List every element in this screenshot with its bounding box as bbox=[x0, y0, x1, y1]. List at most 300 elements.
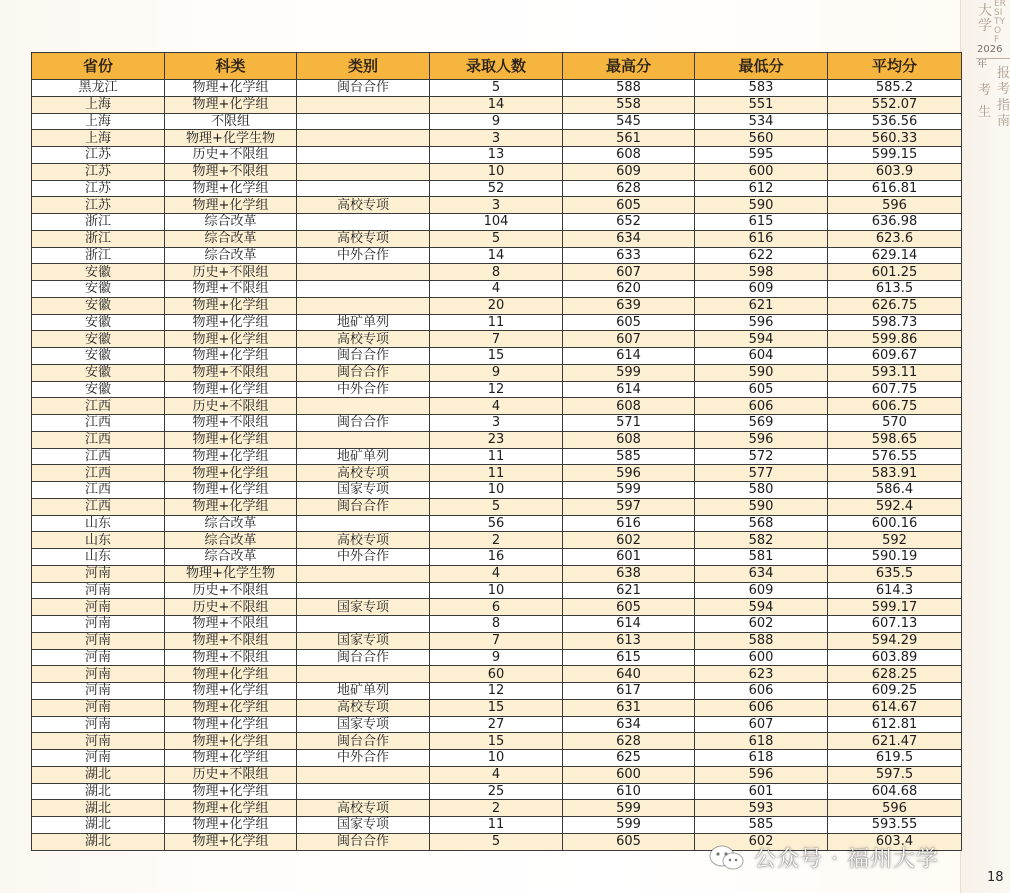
cell-max-score: 610 bbox=[563, 783, 695, 800]
cell-min-score: 609 bbox=[695, 582, 828, 599]
cell-province: 江西 bbox=[32, 431, 165, 448]
cell-subject: 历史+不限组 bbox=[165, 264, 297, 281]
cell-min-score: 622 bbox=[695, 247, 828, 264]
cell-min-score: 588 bbox=[695, 632, 828, 649]
side-right-column: 报考指南 bbox=[997, 66, 1010, 129]
cell-admitted-count: 4 bbox=[430, 398, 563, 415]
cell-category bbox=[297, 147, 430, 164]
cell-min-score: 568 bbox=[695, 515, 828, 532]
table-row bbox=[32, 599, 962, 616]
cell-category: 中外合作 bbox=[297, 247, 430, 264]
cell-category bbox=[297, 130, 430, 147]
cell-avg-score: 592.4 bbox=[828, 498, 962, 515]
cell-avg-score: 552.07 bbox=[828, 96, 962, 113]
table-row bbox=[32, 297, 962, 314]
cell-min-score: 534 bbox=[695, 113, 828, 130]
cell-category bbox=[297, 297, 430, 314]
cell-category: 中外合作 bbox=[297, 750, 430, 767]
table-row bbox=[32, 314, 962, 331]
table-row bbox=[32, 699, 962, 716]
table-row bbox=[32, 113, 962, 130]
cell-category: 闽台合作 bbox=[297, 415, 430, 432]
header-admitted-count: 录取人数 bbox=[430, 53, 563, 80]
cell-province: 河南 bbox=[32, 582, 165, 599]
cell-province: 江苏 bbox=[32, 163, 165, 180]
cell-category: 闽台合作 bbox=[297, 498, 430, 515]
cell-admitted-count: 5 bbox=[430, 498, 563, 515]
wechat-icon bbox=[708, 844, 746, 872]
table-row bbox=[32, 532, 962, 549]
cell-max-score: 617 bbox=[563, 683, 695, 700]
cell-admitted-count: 15 bbox=[430, 733, 563, 750]
cell-avg-score: 628.25 bbox=[828, 666, 962, 683]
cell-admitted-count: 10 bbox=[430, 482, 563, 499]
cell-admitted-count: 56 bbox=[430, 515, 563, 532]
cell-min-score: 596 bbox=[695, 314, 828, 331]
cell-avg-score: 599.17 bbox=[828, 599, 962, 616]
cell-subject: 物理+化学组 bbox=[165, 381, 297, 398]
cell-category: 高校专项 bbox=[297, 699, 430, 716]
cell-subject: 物理+化学组 bbox=[165, 733, 297, 750]
cell-max-score: 599 bbox=[563, 364, 695, 381]
cell-max-score: 640 bbox=[563, 666, 695, 683]
cell-min-score: 590 bbox=[695, 498, 828, 515]
cell-avg-score: 621.47 bbox=[828, 733, 962, 750]
side-left-column: 考生 bbox=[978, 83, 992, 120]
cell-category bbox=[297, 264, 430, 281]
cell-max-score: 600 bbox=[563, 766, 695, 783]
cell-subject: 物理+化学组 bbox=[165, 482, 297, 499]
cell-subject: 物理+化学组 bbox=[165, 314, 297, 331]
cell-category bbox=[297, 96, 430, 113]
cell-province: 河南 bbox=[32, 733, 165, 750]
cell-province: 湖北 bbox=[32, 833, 165, 850]
cell-category: 高校专项 bbox=[297, 800, 430, 817]
cell-category bbox=[297, 163, 430, 180]
cell-min-score: 594 bbox=[695, 331, 828, 348]
admission-score-table bbox=[31, 52, 962, 851]
table-body bbox=[32, 80, 962, 851]
cell-category bbox=[297, 281, 430, 298]
cell-subject: 物理+化学组 bbox=[165, 96, 297, 113]
cell-min-score: 618 bbox=[695, 750, 828, 767]
cell-province: 浙江 bbox=[32, 214, 165, 231]
cell-subject: 历史+不限组 bbox=[165, 147, 297, 164]
cell-category: 地矿单列 bbox=[297, 314, 430, 331]
table-row bbox=[32, 482, 962, 499]
cell-category bbox=[297, 783, 430, 800]
cell-province: 山东 bbox=[32, 549, 165, 566]
cell-avg-score: 626.75 bbox=[828, 297, 962, 314]
cell-avg-score: 593.55 bbox=[828, 817, 962, 834]
cell-max-score: 585 bbox=[563, 448, 695, 465]
cell-admitted-count: 3 bbox=[430, 197, 563, 214]
cell-avg-score: 613.5 bbox=[828, 281, 962, 298]
cell-max-score: 615 bbox=[563, 649, 695, 666]
cell-avg-score: 598.65 bbox=[828, 431, 962, 448]
cell-avg-score: 606.75 bbox=[828, 398, 962, 415]
cell-admitted-count: 4 bbox=[430, 766, 563, 783]
cell-category: 闽台合作 bbox=[297, 80, 430, 97]
cell-category bbox=[297, 616, 430, 633]
cell-admitted-count: 2 bbox=[430, 532, 563, 549]
cell-avg-score: 560.33 bbox=[828, 130, 962, 147]
cell-min-score: 560 bbox=[695, 130, 828, 147]
cell-admitted-count: 7 bbox=[430, 331, 563, 348]
cell-province: 山东 bbox=[32, 532, 165, 549]
cell-avg-score: 596 bbox=[828, 197, 962, 214]
cell-subject: 物理+化学生物 bbox=[165, 565, 297, 582]
cell-min-score: 596 bbox=[695, 766, 828, 783]
table-row bbox=[32, 331, 962, 348]
cell-min-score: 634 bbox=[695, 565, 828, 582]
cell-subject: 物理+化学组 bbox=[165, 180, 297, 197]
cell-max-score: 605 bbox=[563, 314, 695, 331]
cell-admitted-count: 60 bbox=[430, 666, 563, 683]
table-row bbox=[32, 649, 962, 666]
cell-subject: 物理+不限组 bbox=[165, 649, 297, 666]
cell-province: 江苏 bbox=[32, 197, 165, 214]
cell-admitted-count: 14 bbox=[430, 96, 563, 113]
cell-subject: 物理+化学生物 bbox=[165, 130, 297, 147]
cell-subject: 物理+化学组 bbox=[165, 465, 297, 482]
cell-subject: 物理+不限组 bbox=[165, 281, 297, 298]
cell-min-score: 615 bbox=[695, 214, 828, 231]
cell-avg-score: 594.29 bbox=[828, 632, 962, 649]
cell-subject: 综合改革 bbox=[165, 515, 297, 532]
cell-min-score: 606 bbox=[695, 398, 828, 415]
table-row bbox=[32, 197, 962, 214]
cell-category: 闽台合作 bbox=[297, 364, 430, 381]
cell-avg-score: 636.98 bbox=[828, 214, 962, 231]
cell-province: 湖北 bbox=[32, 817, 165, 834]
table-row bbox=[32, 733, 962, 750]
table-row bbox=[32, 381, 962, 398]
table-row bbox=[32, 264, 962, 281]
cell-subject: 不限组 bbox=[165, 113, 297, 130]
table-row bbox=[32, 666, 962, 683]
table-row bbox=[32, 800, 962, 817]
cell-admitted-count: 8 bbox=[430, 616, 563, 633]
cell-avg-score: 590.19 bbox=[828, 549, 962, 566]
cell-max-score: 631 bbox=[563, 699, 695, 716]
cell-admitted-count: 12 bbox=[430, 683, 563, 700]
table-row bbox=[32, 364, 962, 381]
header-province: 省份 bbox=[32, 53, 165, 80]
cell-admitted-count: 11 bbox=[430, 465, 563, 482]
cell-category: 高校专项 bbox=[297, 230, 430, 247]
cell-min-score: 618 bbox=[695, 733, 828, 750]
cell-min-score: 606 bbox=[695, 699, 828, 716]
cell-admitted-count: 5 bbox=[430, 833, 563, 850]
cell-subject: 综合改革 bbox=[165, 549, 297, 566]
cell-avg-score: 598.73 bbox=[828, 314, 962, 331]
cell-avg-score: 616.81 bbox=[828, 180, 962, 197]
cell-min-score: 580 bbox=[695, 482, 828, 499]
cell-category bbox=[297, 113, 430, 130]
cell-admitted-count: 11 bbox=[430, 314, 563, 331]
cell-max-score: 609 bbox=[563, 163, 695, 180]
cell-min-score: 577 bbox=[695, 465, 828, 482]
cell-subject: 物理+化学组 bbox=[165, 498, 297, 515]
cell-max-score: 602 bbox=[563, 532, 695, 549]
table-row bbox=[32, 398, 962, 415]
cell-province: 河南 bbox=[32, 699, 165, 716]
wechat-watermark bbox=[708, 842, 939, 873]
cell-province: 上海 bbox=[32, 130, 165, 147]
cell-subject: 物理+不限组 bbox=[165, 616, 297, 633]
cell-max-score: 613 bbox=[563, 632, 695, 649]
cell-avg-score: 614.3 bbox=[828, 582, 962, 599]
side-school-name: 大学 bbox=[978, 3, 992, 34]
cell-admitted-count: 2 bbox=[430, 800, 563, 817]
cell-admitted-count: 10 bbox=[430, 163, 563, 180]
side-year: 2026年 bbox=[977, 44, 1003, 70]
cell-category: 国家专项 bbox=[297, 716, 430, 733]
table-row bbox=[32, 247, 962, 264]
cell-category: 闽台合作 bbox=[297, 733, 430, 750]
cell-category: 国家专项 bbox=[297, 599, 430, 616]
cell-admitted-count: 23 bbox=[430, 431, 563, 448]
cell-max-score: 625 bbox=[563, 750, 695, 767]
cell-min-score: 590 bbox=[695, 364, 828, 381]
table-row bbox=[32, 147, 962, 164]
cell-province: 上海 bbox=[32, 113, 165, 130]
cell-subject: 物理+化学组 bbox=[165, 750, 297, 767]
cell-min-score: 601 bbox=[695, 783, 828, 800]
cell-category: 闽台合作 bbox=[297, 348, 430, 365]
cell-max-score: 599 bbox=[563, 482, 695, 499]
cell-province: 上海 bbox=[32, 96, 165, 113]
cell-admitted-count: 20 bbox=[430, 297, 563, 314]
cell-max-score: 639 bbox=[563, 297, 695, 314]
table-row bbox=[32, 465, 962, 482]
cell-category bbox=[297, 398, 430, 415]
cell-admitted-count: 10 bbox=[430, 750, 563, 767]
table-row bbox=[32, 348, 962, 365]
cell-category: 中外合作 bbox=[297, 549, 430, 566]
cell-province: 湖北 bbox=[32, 783, 165, 800]
cell-province: 安徽 bbox=[32, 331, 165, 348]
cell-category bbox=[297, 565, 430, 582]
table-header-row bbox=[32, 53, 962, 80]
table-row bbox=[32, 750, 962, 767]
cell-subject: 历史+不限组 bbox=[165, 398, 297, 415]
header-avg-score: 平均分 bbox=[828, 53, 962, 80]
cell-subject: 物理+化学组 bbox=[165, 197, 297, 214]
cell-min-score: 607 bbox=[695, 716, 828, 733]
cell-min-score: 583 bbox=[695, 80, 828, 97]
cell-admitted-count: 3 bbox=[430, 130, 563, 147]
table-row bbox=[32, 515, 962, 532]
cell-min-score: 590 bbox=[695, 197, 828, 214]
cell-province: 黑龙江 bbox=[32, 80, 165, 97]
cell-admitted-count: 4 bbox=[430, 565, 563, 582]
cell-category bbox=[297, 214, 430, 231]
cell-max-score: 634 bbox=[563, 230, 695, 247]
cell-province: 安徽 bbox=[32, 281, 165, 298]
cell-max-score: 607 bbox=[563, 264, 695, 281]
cell-admitted-count: 13 bbox=[430, 147, 563, 164]
cell-province: 河南 bbox=[32, 565, 165, 582]
cell-province: 江西 bbox=[32, 415, 165, 432]
table-row bbox=[32, 632, 962, 649]
cell-province: 安徽 bbox=[32, 364, 165, 381]
header-subject: 科类 bbox=[165, 53, 297, 80]
cell-admitted-count: 11 bbox=[430, 448, 563, 465]
table-row bbox=[32, 448, 962, 465]
cell-max-score: 605 bbox=[563, 197, 695, 214]
cell-subject: 综合改革 bbox=[165, 230, 297, 247]
cell-subject: 物理+化学组 bbox=[165, 800, 297, 817]
cell-subject: 历史+不限组 bbox=[165, 599, 297, 616]
cell-admitted-count: 15 bbox=[430, 348, 563, 365]
cell-min-score: 572 bbox=[695, 448, 828, 465]
header-max-score: 最高分 bbox=[563, 53, 695, 80]
cell-avg-score: 593.11 bbox=[828, 364, 962, 381]
cell-avg-score: 635.5 bbox=[828, 565, 962, 582]
cell-category: 国家专项 bbox=[297, 817, 430, 834]
cell-max-score: 601 bbox=[563, 549, 695, 566]
cell-avg-score: 607.13 bbox=[828, 616, 962, 633]
cell-admitted-count: 27 bbox=[430, 716, 563, 733]
cell-category: 高校专项 bbox=[297, 465, 430, 482]
table-row bbox=[32, 683, 962, 700]
cell-max-score: 616 bbox=[563, 515, 695, 532]
cell-province: 安徽 bbox=[32, 297, 165, 314]
cell-subject: 物理+化学组 bbox=[165, 448, 297, 465]
page-number: 18 bbox=[987, 870, 1004, 885]
cell-max-score: 652 bbox=[563, 214, 695, 231]
table-row bbox=[32, 817, 962, 834]
table-row bbox=[32, 80, 962, 97]
cell-province: 河南 bbox=[32, 666, 165, 683]
cell-province: 浙江 bbox=[32, 247, 165, 264]
cell-province: 河南 bbox=[32, 750, 165, 767]
cell-subject: 物理+化学组 bbox=[165, 817, 297, 834]
cell-max-score: 614 bbox=[563, 348, 695, 365]
cell-min-score: 594 bbox=[695, 599, 828, 616]
cell-category bbox=[297, 766, 430, 783]
cell-subject: 物理+不限组 bbox=[165, 415, 297, 432]
cell-avg-score: 597.5 bbox=[828, 766, 962, 783]
cell-province: 江西 bbox=[32, 482, 165, 499]
cell-admitted-count: 6 bbox=[430, 599, 563, 616]
cell-category: 地矿单列 bbox=[297, 683, 430, 700]
cell-category: 高校专项 bbox=[297, 197, 430, 214]
cell-subject: 物理+化学组 bbox=[165, 683, 297, 700]
cell-max-score: 628 bbox=[563, 180, 695, 197]
cell-category: 闽台合作 bbox=[297, 833, 430, 850]
cell-max-score: 608 bbox=[563, 431, 695, 448]
cell-province: 河南 bbox=[32, 716, 165, 733]
cell-min-score: 585 bbox=[695, 817, 828, 834]
cell-province: 河南 bbox=[32, 683, 165, 700]
cell-max-score: 605 bbox=[563, 599, 695, 616]
cell-min-score: 581 bbox=[695, 549, 828, 566]
cell-max-score: 608 bbox=[563, 398, 695, 415]
cell-category bbox=[297, 582, 430, 599]
table-row bbox=[32, 498, 962, 515]
table-row bbox=[32, 616, 962, 633]
cell-subject: 物理+化学组 bbox=[165, 431, 297, 448]
cell-province: 安徽 bbox=[32, 381, 165, 398]
cell-admitted-count: 5 bbox=[430, 80, 563, 97]
cell-min-score: 605 bbox=[695, 381, 828, 398]
cell-avg-score: 619.5 bbox=[828, 750, 962, 767]
cell-subject: 物理+化学组 bbox=[165, 699, 297, 716]
cell-avg-score: 612.81 bbox=[828, 716, 962, 733]
table-row bbox=[32, 96, 962, 113]
cell-subject: 物理+化学组 bbox=[165, 833, 297, 850]
cell-category: 地矿单列 bbox=[297, 448, 430, 465]
cell-min-score: 621 bbox=[695, 297, 828, 314]
cell-admitted-count: 16 bbox=[430, 549, 563, 566]
cell-min-score: 596 bbox=[695, 431, 828, 448]
cell-subject: 物理+化学组 bbox=[165, 348, 297, 365]
cell-category bbox=[297, 666, 430, 683]
table-row bbox=[32, 766, 962, 783]
cell-admitted-count: 14 bbox=[430, 247, 563, 264]
cell-avg-score: 586.4 bbox=[828, 482, 962, 499]
cell-min-score: 582 bbox=[695, 532, 828, 549]
table-row bbox=[32, 415, 962, 432]
cell-subject: 物理+不限组 bbox=[165, 632, 297, 649]
cell-category: 中外合作 bbox=[297, 381, 430, 398]
cell-province: 江西 bbox=[32, 465, 165, 482]
cell-province: 河南 bbox=[32, 632, 165, 649]
cell-max-score: 608 bbox=[563, 147, 695, 164]
cell-avg-score: 607.75 bbox=[828, 381, 962, 398]
side-divider bbox=[976, 58, 1010, 59]
cell-subject: 物理+不限组 bbox=[165, 364, 297, 381]
cell-subject: 物理+不限组 bbox=[165, 163, 297, 180]
cell-subject: 物理+化学组 bbox=[165, 80, 297, 97]
header-min-score: 最低分 bbox=[695, 53, 828, 80]
cell-subject: 历史+不限组 bbox=[165, 766, 297, 783]
cell-category: 国家专项 bbox=[297, 632, 430, 649]
cell-min-score: 602 bbox=[695, 833, 828, 850]
table-row bbox=[32, 230, 962, 247]
cell-avg-score: 601.25 bbox=[828, 264, 962, 281]
cell-admitted-count: 9 bbox=[430, 113, 563, 130]
cell-avg-score: 603.89 bbox=[828, 649, 962, 666]
table-row bbox=[32, 716, 962, 733]
cell-avg-score: 600.16 bbox=[828, 515, 962, 532]
cell-province: 江苏 bbox=[32, 147, 165, 164]
cell-min-score: 602 bbox=[695, 616, 828, 633]
cell-max-score: 638 bbox=[563, 565, 695, 582]
cell-avg-score: 609.67 bbox=[828, 348, 962, 365]
cell-category bbox=[297, 180, 430, 197]
cell-avg-score: 599.86 bbox=[828, 331, 962, 348]
cell-admitted-count: 10 bbox=[430, 582, 563, 599]
cell-admitted-count: 4 bbox=[430, 281, 563, 298]
cell-min-score: 623 bbox=[695, 666, 828, 683]
cell-avg-score: 576.55 bbox=[828, 448, 962, 465]
cell-max-score: 620 bbox=[563, 281, 695, 298]
cell-min-score: 606 bbox=[695, 683, 828, 700]
cell-province: 江西 bbox=[32, 498, 165, 515]
table-row bbox=[32, 281, 962, 298]
cell-province: 湖北 bbox=[32, 766, 165, 783]
cell-admitted-count: 7 bbox=[430, 632, 563, 649]
cell-category bbox=[297, 515, 430, 532]
cell-min-score: 609 bbox=[695, 281, 828, 298]
cell-admitted-count: 9 bbox=[430, 649, 563, 666]
cell-avg-score: 603.9 bbox=[828, 163, 962, 180]
cell-category: 闽台合作 bbox=[297, 649, 430, 666]
